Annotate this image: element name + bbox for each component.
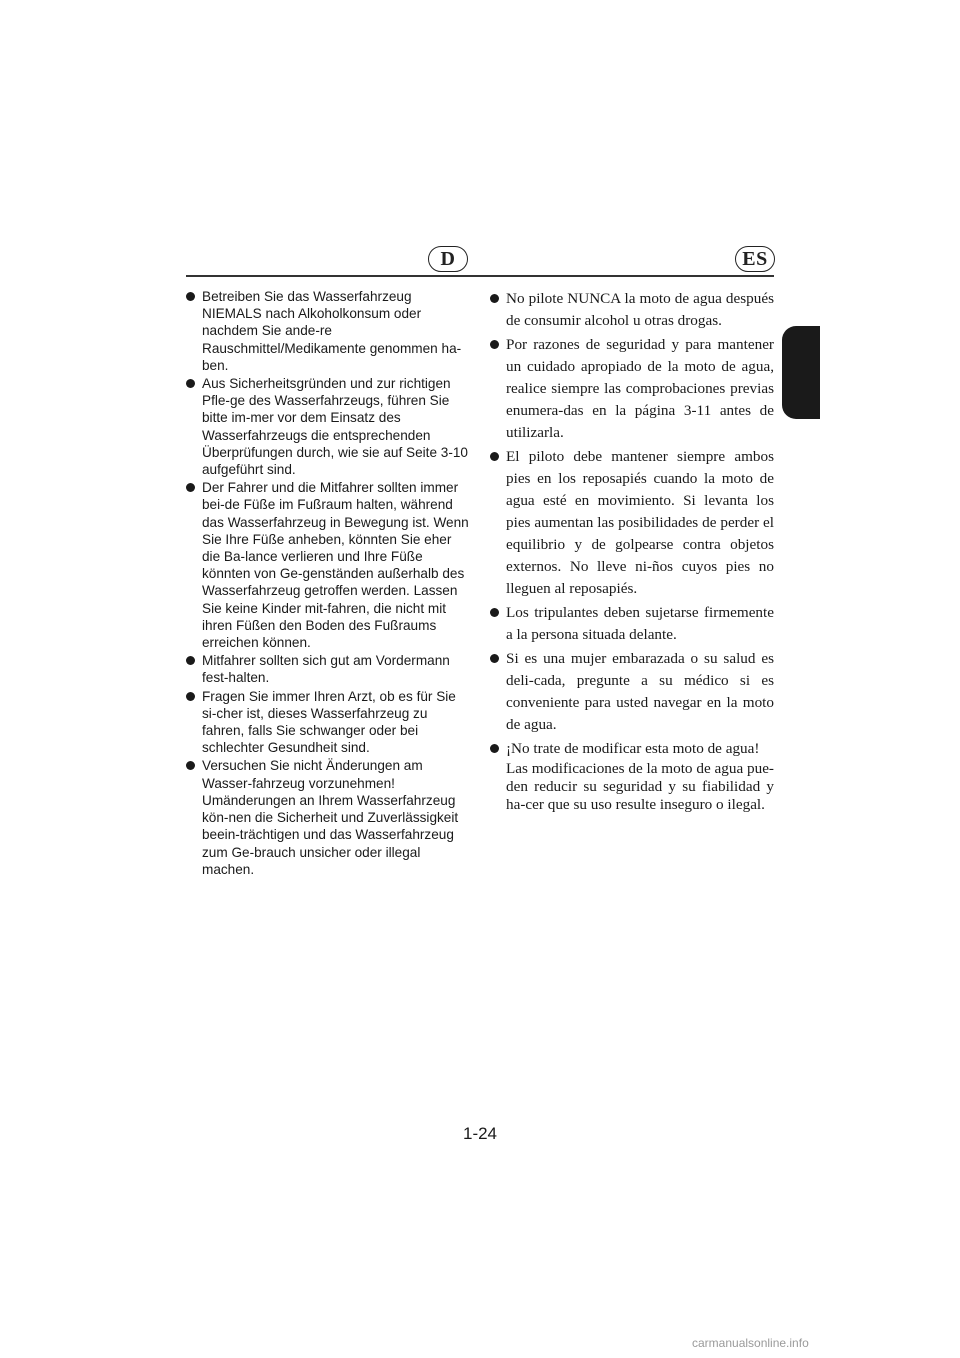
bullet-icon xyxy=(490,654,499,663)
section-tab-marker xyxy=(782,326,820,419)
page-number: 1-24 xyxy=(462,1124,498,1143)
list-item: Mitfahrer sollten sich gut am Vordermann fest-halten. xyxy=(186,652,470,686)
list-item: No pilote NUNCA la moto de agua después de consumir alcohol u otras drogas. xyxy=(490,288,774,332)
list-item: ¡No trate de modificar esta moto de agua! Las modificaciones de la moto de agua pue-den reducir su seguridad y su fiabilidad y ha-cer que su uso resulte inseguro o ilegal. xyxy=(490,738,774,814)
bullet-icon xyxy=(490,608,499,617)
language-badge-spanish: ES xyxy=(735,246,775,272)
language-badge-german: D xyxy=(428,246,468,272)
bullet-icon xyxy=(186,692,195,701)
spanish-column xyxy=(490,288,774,816)
header-rule xyxy=(186,275,774,277)
list-item-detail: Las modificaciones de la moto de agua pue-den reducir su seguridad y su fiabilidad y ha-cer que su uso resulte inseguro o ilegal. xyxy=(506,760,774,813)
list-item-detail: Umänderungen an Ihrem Wasserfahrzeug kön-nen die Sicherheit und Zuverlässigkeit beein-trächtigen und das Wasserfahrzeug zum Ge-brauch unsicher oder illegal machen. xyxy=(202,792,459,877)
list-item: Aus Sicherheitsgründen und zur richtigen Pfle-ge des Wasserfahrzeugs, führen Sie bitte im-mer vor dem Einsatz des Wasserfahrzeugs die entsprechenden Überprüfungen durch, wie sie auf Seite 3-10 aufgeführt sind. xyxy=(186,375,470,478)
bullet-icon xyxy=(186,483,195,492)
list-item: Versuchen Sie nicht Änderungen am Wasser-fahrzeug vorzunehmen! Umänderungen an Ihrem Wasserfahrzeug kön-nen die Sicherheit und Zuverlässigkeit beein-trächtigen und das Wasserfahrzeug zum Ge-brauch unsicher oder illegal machen. xyxy=(186,757,470,877)
bullet-icon xyxy=(490,452,499,461)
list-item: Betreiben Sie das Wasserfahrzeug NIEMALS nach Alkoholkonsum oder nachdem Sie ande-re Rauschmittel/Medikamente genommen ha-ben. xyxy=(186,288,470,374)
german-column xyxy=(186,288,470,879)
bullet-icon xyxy=(186,379,195,388)
list-item: Der Fahrer und die Mitfahrer sollten immer bei-de Füße im Fußraum halten, während das Wasserfahrzeug in Bewegung ist. Wenn Sie Ihre Füße anheben, könnten Sie eher die Ba-lance verlieren und Ihre Füße könnten von Ge-genständen außerhalb des Wasserfahrzeug getroffen werden. Lassen Sie keine Kinder mit-fahren, die nicht mit ihren Füßen den Boden des Fußraums erreichen können. xyxy=(186,479,470,651)
bullet-icon xyxy=(186,292,195,301)
bullet-icon xyxy=(186,656,195,665)
list-item: Fragen Sie immer Ihren Arzt, ob es für Sie si-cher ist, dieses Wasserfahrzeug zu fahren, falls Sie schwanger oder bei schlechter Gesundheit sind. xyxy=(186,688,470,757)
list-item: El piloto debe mantener siempre ambos pies en los reposapiés cuando la moto de agua esté en movimiento. Si levanta los pies aumentan las posibilidades de perder el equilibrio y de golpearse contra objetos externos. No lleve ni-ños cuyos pies no lleguen al reposapiés. xyxy=(490,446,774,600)
watermark: carmanualsonline.info xyxy=(692,1336,809,1350)
list-item: Por razones de seguridad y para mantener un cuidado apropiado de la moto de agua, realice siempre las comprobaciones previas enumera-das en la página 3-11 antes de utilizarla. xyxy=(490,334,774,444)
bullet-icon xyxy=(490,744,499,753)
bullet-icon xyxy=(490,294,499,303)
list-item: Si es una mujer embarazada o su salud es deli-cada, pregunte a su médico si es conveniente para usted navegar en la moto de agua. xyxy=(490,648,774,736)
bullet-icon xyxy=(186,761,195,770)
list-item: Los tripulantes deben sujetarse firmemente a la persona situada delante. xyxy=(490,602,774,646)
bullet-icon xyxy=(490,340,499,349)
